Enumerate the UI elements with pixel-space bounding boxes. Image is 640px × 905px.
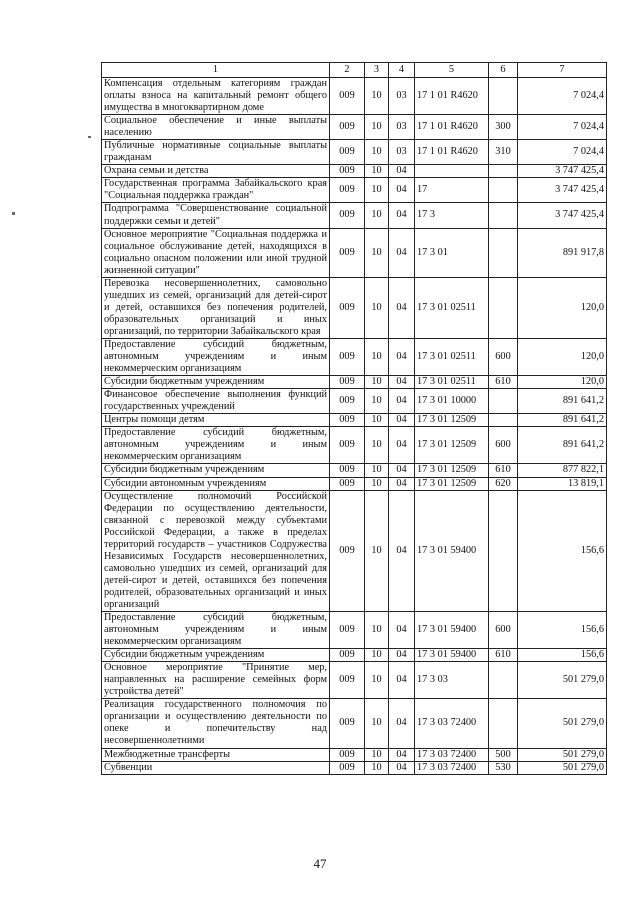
subsection-code: 04 xyxy=(389,477,415,490)
target-article-code: 17 1 01 R4620 xyxy=(415,78,489,115)
target-article-code xyxy=(415,165,489,178)
expense-type-code: 310 xyxy=(489,140,518,165)
expense-type-code xyxy=(489,178,518,203)
subsection-code: 04 xyxy=(389,376,415,389)
table-row xyxy=(102,414,607,427)
amount: 891 917,8 xyxy=(518,228,607,277)
target-article-code: 17 3 01 02511 xyxy=(415,376,489,389)
scan-mark xyxy=(88,136,91,138)
section-code: 10 xyxy=(365,649,389,662)
target-article-code: 17 3 03 72400 xyxy=(415,748,489,761)
target-article-code: 17 1 01 R4620 xyxy=(415,115,489,140)
subsection-code: 04 xyxy=(389,414,415,427)
row-name: Осуществление полномочий Российской Федерации по осуществлению деятельности, связанной с перевозкой между субъектами Российской Федерации, а также в пределах территорий государств – участников Содружества Независимых Государств несовершеннолетних, самовольно ушедших из семей, организаций для детей-сирот и детей, оставшихся без попечения родителей, образовательных организаций и иных организаций xyxy=(102,490,330,611)
section-code: 10 xyxy=(365,699,389,748)
amount: 3 747 425,4 xyxy=(518,203,607,228)
amount: 13 819,1 xyxy=(518,477,607,490)
section-code: 10 xyxy=(365,748,389,761)
expense-type-code xyxy=(489,662,518,699)
section-code: 10 xyxy=(365,78,389,115)
row-name: Реализация государственного полномочия по организации и осуществлению деятельности по опеке и попечительству над несовершеннолетними xyxy=(102,699,330,748)
section-code: 10 xyxy=(365,376,389,389)
subsection-code: 04 xyxy=(389,464,415,477)
row-name: Субсидии бюджетным учреждениям xyxy=(102,376,330,389)
amount: 3 747 425,4 xyxy=(518,178,607,203)
row-name: Социальное обеспечение и иные выплаты населению xyxy=(102,115,330,140)
amount: 7 024,4 xyxy=(518,140,607,165)
amount: 120,0 xyxy=(518,338,607,375)
header-cell: 1 xyxy=(102,63,330,78)
table-row xyxy=(102,662,607,699)
ved-code: 009 xyxy=(330,277,365,338)
ved-code: 009 xyxy=(330,178,365,203)
ved-code: 009 xyxy=(330,427,365,464)
amount: 156,6 xyxy=(518,490,607,611)
row-name: Государственная программа Забайкальского края "Социальная поддержка граждан" xyxy=(102,178,330,203)
row-name: Субсидии бюджетным учреждениям xyxy=(102,464,330,477)
row-name: Финансовое обеспечение выполнения функций государственных учреждений xyxy=(102,389,330,414)
target-article-code: 17 1 01 R4620 xyxy=(415,140,489,165)
subsection-code: 04 xyxy=(389,490,415,611)
target-article-code: 17 3 01 59400 xyxy=(415,612,489,649)
header-cell: 4 xyxy=(389,63,415,78)
row-name: Основное мероприятие "Принятие мер, направленных на расширение семейных форм устройства детей" xyxy=(102,662,330,699)
subsection-code: 04 xyxy=(389,228,415,277)
section-code: 10 xyxy=(365,178,389,203)
table-row xyxy=(102,699,607,748)
expense-type-code xyxy=(489,699,518,748)
ved-code: 009 xyxy=(330,662,365,699)
amount: 891 641,2 xyxy=(518,427,607,464)
subsection-code: 04 xyxy=(389,662,415,699)
target-article-code: 17 xyxy=(415,178,489,203)
table-row xyxy=(102,178,607,203)
section-code: 10 xyxy=(365,228,389,277)
header-cell: 7 xyxy=(518,63,607,78)
section-code: 10 xyxy=(365,338,389,375)
table-row xyxy=(102,389,607,414)
row-name: Предоставление субсидий бюджетным, автономным учреждениям и иным некоммерческим организациям xyxy=(102,427,330,464)
target-article-code: 17 3 01 59400 xyxy=(415,649,489,662)
expense-type-code xyxy=(489,277,518,338)
table-row xyxy=(102,78,607,115)
header-cell: 5 xyxy=(415,63,489,78)
row-name: Субвенции xyxy=(102,761,330,774)
subsection-code: 03 xyxy=(389,140,415,165)
row-name: Предоставление субсидий бюджетным, автономным учреждениям и иным некоммерческим организациям xyxy=(102,612,330,649)
scan-mark xyxy=(12,212,15,215)
subsection-code: 04 xyxy=(389,203,415,228)
amount: 3 747 425,4 xyxy=(518,165,607,178)
ved-code: 009 xyxy=(330,477,365,490)
page-number: 47 xyxy=(313,856,327,871)
ved-code: 009 xyxy=(330,649,365,662)
section-code: 10 xyxy=(365,464,389,477)
expense-type-code: 620 xyxy=(489,477,518,490)
expense-type-code xyxy=(489,414,518,427)
subsection-code: 04 xyxy=(389,338,415,375)
ved-code: 009 xyxy=(330,78,365,115)
amount: 120,0 xyxy=(518,376,607,389)
ved-code: 009 xyxy=(330,338,365,375)
expense-type-code: 600 xyxy=(489,427,518,464)
amount: 501 279,0 xyxy=(518,662,607,699)
subsection-code: 04 xyxy=(389,277,415,338)
section-code: 10 xyxy=(365,277,389,338)
expense-type-code: 300 xyxy=(489,115,518,140)
section-code: 10 xyxy=(365,414,389,427)
target-article-code: 17 3 01 xyxy=(415,228,489,277)
amount: 156,6 xyxy=(518,649,607,662)
target-article-code: 17 3 01 12509 xyxy=(415,464,489,477)
target-article-code: 17 3 01 02511 xyxy=(415,277,489,338)
ved-code: 009 xyxy=(330,414,365,427)
section-code: 10 xyxy=(365,389,389,414)
row-name: Перевозка несовершеннолетних, самовольно ушедших из семей, организаций для детей-сирот и детей, оставшихся без попечения родителей, образовательных организаций и иных организаций, по территории Забайкальского края xyxy=(102,277,330,338)
section-code: 10 xyxy=(365,140,389,165)
subsection-code: 04 xyxy=(389,165,415,178)
section-code: 10 xyxy=(365,165,389,178)
amount: 120,0 xyxy=(518,277,607,338)
target-article-code: 17 3 01 12509 xyxy=(415,477,489,490)
ved-code: 009 xyxy=(330,748,365,761)
section-code: 10 xyxy=(365,203,389,228)
expense-type-code xyxy=(489,78,518,115)
expense-type-code: 500 xyxy=(489,748,518,761)
row-name: Межбюджетные трансферты xyxy=(102,748,330,761)
table-row xyxy=(102,427,607,464)
target-article-code: 17 3 01 59400 xyxy=(415,490,489,611)
subsection-code: 04 xyxy=(389,761,415,774)
subsection-code: 04 xyxy=(389,389,415,414)
ved-code: 009 xyxy=(330,165,365,178)
expense-type-code xyxy=(489,389,518,414)
target-article-code: 17 3 03 72400 xyxy=(415,761,489,774)
row-name: Основное мероприятие "Социальная поддержка и социальное обслуживание детей, находящихся в социально опасном положении или иной трудной жизненной ситуации" xyxy=(102,228,330,277)
table-row xyxy=(102,464,607,477)
ved-code: 009 xyxy=(330,203,365,228)
table-row xyxy=(102,277,607,338)
target-article-code: 17 3 03 72400 xyxy=(415,699,489,748)
ved-code: 009 xyxy=(330,115,365,140)
row-name: Центры помощи детям xyxy=(102,414,330,427)
amount: 7 024,4 xyxy=(518,78,607,115)
amount: 891 641,2 xyxy=(518,389,607,414)
header-cell: 3 xyxy=(365,63,389,78)
section-code: 10 xyxy=(365,490,389,611)
ved-code: 009 xyxy=(330,761,365,774)
table-row xyxy=(102,165,607,178)
target-article-code: 17 3 xyxy=(415,203,489,228)
expense-type-code: 610 xyxy=(489,376,518,389)
amount: 877 822,1 xyxy=(518,464,607,477)
ved-code: 009 xyxy=(330,376,365,389)
table-row xyxy=(102,612,607,649)
subsection-code: 04 xyxy=(389,612,415,649)
table-row xyxy=(102,748,607,761)
subsection-code: 04 xyxy=(389,649,415,662)
row-name: Публичные нормативные социальные выплаты гражданам xyxy=(102,140,330,165)
section-code: 10 xyxy=(365,427,389,464)
amount: 7 024,4 xyxy=(518,115,607,140)
row-name: Компенсация отдельным категориям граждан оплаты взноса на капитальный ремонт общего имущества в многоквартирном доме xyxy=(102,78,330,115)
table-row xyxy=(102,115,607,140)
expense-type-code: 530 xyxy=(489,761,518,774)
header-row xyxy=(102,63,607,78)
budget-table xyxy=(101,62,607,775)
subsection-code: 04 xyxy=(389,748,415,761)
expense-type-code: 600 xyxy=(489,612,518,649)
subsection-code: 03 xyxy=(389,78,415,115)
ved-code: 009 xyxy=(330,228,365,277)
row-name: Охрана семьи и детства xyxy=(102,165,330,178)
row-name: Субсидии автономным учреждениям xyxy=(102,477,330,490)
subsection-code: 04 xyxy=(389,178,415,203)
amount: 156,6 xyxy=(518,612,607,649)
subsection-code: 03 xyxy=(389,115,415,140)
section-code: 10 xyxy=(365,761,389,774)
amount: 501 279,0 xyxy=(518,748,607,761)
subsection-code: 04 xyxy=(389,427,415,464)
section-code: 10 xyxy=(365,477,389,490)
expense-type-code xyxy=(489,490,518,611)
expense-type-code xyxy=(489,165,518,178)
row-name: Подпрограмма "Совершенствование социальной поддержки семьи и детей" xyxy=(102,203,330,228)
header-cell: 2 xyxy=(330,63,365,78)
ved-code: 009 xyxy=(330,140,365,165)
table-row xyxy=(102,376,607,389)
amount: 501 279,0 xyxy=(518,761,607,774)
table-row xyxy=(102,761,607,774)
expense-type-code xyxy=(489,228,518,277)
section-code: 10 xyxy=(365,612,389,649)
expense-type-code: 610 xyxy=(489,649,518,662)
target-article-code: 17 3 01 10000 xyxy=(415,389,489,414)
ved-code: 009 xyxy=(330,612,365,649)
ved-code: 009 xyxy=(330,464,365,477)
table-row xyxy=(102,228,607,277)
target-article-code: 17 3 01 02511 xyxy=(415,338,489,375)
expense-type-code: 610 xyxy=(489,464,518,477)
ved-code: 009 xyxy=(330,490,365,611)
table-row xyxy=(102,338,607,375)
target-article-code: 17 3 01 12509 xyxy=(415,414,489,427)
table-row xyxy=(102,490,607,611)
amount: 891 641,2 xyxy=(518,414,607,427)
table-row xyxy=(102,649,607,662)
ved-code: 009 xyxy=(330,389,365,414)
table-row xyxy=(102,140,607,165)
subsection-code: 04 xyxy=(389,699,415,748)
target-article-code: 17 3 03 xyxy=(415,662,489,699)
expense-type-code xyxy=(489,203,518,228)
row-name: Субсидии бюджетным учреждениям xyxy=(102,649,330,662)
section-code: 10 xyxy=(365,662,389,699)
target-article-code: 17 3 01 12509 xyxy=(415,427,489,464)
table-row xyxy=(102,203,607,228)
row-name: Предоставление субсидий бюджетным, автономным учреждениям и иным некоммерческим организациям xyxy=(102,338,330,375)
table-row xyxy=(102,477,607,490)
header-cell: 6 xyxy=(489,63,518,78)
ved-code: 009 xyxy=(330,699,365,748)
amount: 501 279,0 xyxy=(518,699,607,748)
expense-type-code: 600 xyxy=(489,338,518,375)
section-code: 10 xyxy=(365,115,389,140)
